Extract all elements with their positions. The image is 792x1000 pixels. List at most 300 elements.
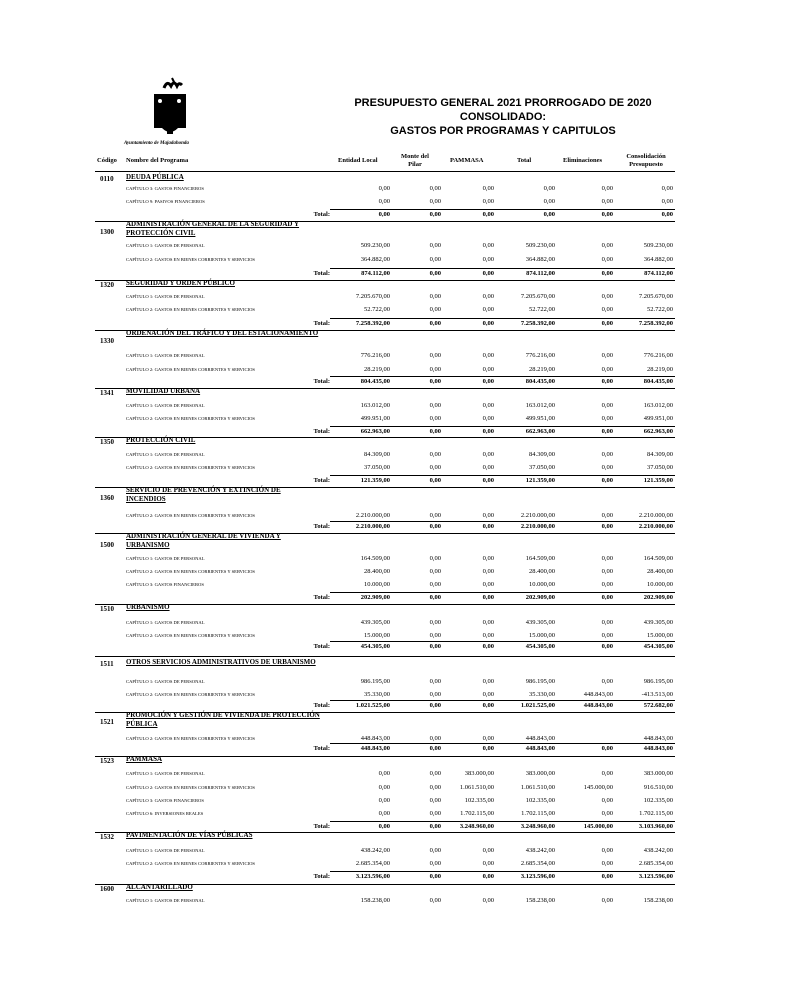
amount-cell: 0,00 <box>482 306 494 313</box>
total-rule <box>330 376 675 377</box>
amount-cell: 1.021.525,00 <box>355 702 390 709</box>
amount-cell: 383.000,00 <box>643 770 673 777</box>
amount-cell: 0,00 <box>482 702 494 709</box>
amount-cell: 0,00 <box>482 270 494 277</box>
amount-cell: 776.216,00 <box>360 352 390 359</box>
amount-cell: 0,00 <box>429 860 441 867</box>
amount-cell: 0,00 <box>429 242 441 249</box>
amount-cell: 7.258.392,00 <box>355 320 390 327</box>
amount-cell: 0,00 <box>429 847 441 854</box>
amount-cell: 15.000,00 <box>364 632 390 639</box>
amount-cell: 0,00 <box>429 512 441 519</box>
amount-cell: 0,00 <box>429 702 441 709</box>
program-code: 1320 <box>100 281 114 289</box>
amount-cell: 28.400,00 <box>529 568 555 575</box>
amount-cell: 0,00 <box>601 745 613 752</box>
amount-cell: 804.435,00 <box>643 378 673 385</box>
amount-cell: 15.000,00 <box>529 632 555 639</box>
total-label: Total: <box>313 211 330 218</box>
program-code: 1532 <box>100 833 114 841</box>
amount-cell: 0,00 <box>429 678 441 685</box>
amount-cell: 662.963,00 <box>643 428 673 435</box>
amount-cell: 0,00 <box>601 464 613 471</box>
program-name: MOVILIDAD URBANA <box>126 387 201 395</box>
amount-cell: 804.435,00 <box>525 378 555 385</box>
program-code: 1330 <box>100 337 114 345</box>
amount-cell: 0,00 <box>601 415 613 422</box>
total-rule <box>330 426 675 427</box>
amount-cell: 0,00 <box>601 568 613 575</box>
program-code: 1350 <box>100 438 114 446</box>
amount-cell: 2.685.354,00 <box>520 860 555 867</box>
chapter-label: CAPÍTULO 6: INVERSIONES REALES <box>126 811 204 816</box>
amount-cell: 0,00 <box>482 632 494 639</box>
amount-cell: 163.012,00 <box>643 402 673 409</box>
total-label: Total: <box>313 270 330 277</box>
program-code: 1523 <box>100 757 114 765</box>
amount-cell: 0,00 <box>601 512 613 519</box>
amount-cell: 448.843,00 <box>525 735 555 742</box>
chapter-label: CAPÍTULO 9: PASIVOS FINANCIEROS <box>126 199 205 204</box>
amount-cell: 2.210.000,00 <box>520 512 555 519</box>
amount-cell: 0,00 <box>482 464 494 471</box>
chapter-label: CAPÍTULO 1: GASTOS DE PERSONAL <box>126 353 205 358</box>
amount-cell: 448.843,00 <box>583 702 613 709</box>
amount-cell: 439.305,00 <box>525 619 555 626</box>
amount-cell: 1.061.510,00 <box>459 784 494 791</box>
amount-cell: 0,00 <box>482 523 494 530</box>
amount-cell: 10.000,00 <box>364 581 390 588</box>
amount-cell: 102.335,00 <box>464 797 494 804</box>
amount-cell: 662.963,00 <box>525 428 555 435</box>
amount-cell: 0,00 <box>429 270 441 277</box>
program-name: SERVICIO DE PREVENCIÓN Y EXTINCIÓN DE INCENDIOS <box>126 486 281 503</box>
municipal-crest-logo <box>150 76 190 136</box>
amount-cell: 0,00 <box>543 198 555 205</box>
chapter-label: CAPÍTULO 1: GASTOS DE PERSONAL <box>126 294 205 299</box>
total-rule <box>330 641 675 642</box>
amount-cell: 158.238,00 <box>643 897 673 904</box>
total-label: Total: <box>313 745 330 752</box>
amount-cell: 448.843,00 <box>360 745 390 752</box>
chapter-label: CAPÍTULO 2: GASTOS EN BIENES CORRIENTES Y SERVICIOS <box>126 465 255 470</box>
amount-cell: 0,00 <box>482 581 494 588</box>
total-label: Total: <box>313 477 330 484</box>
amount-cell: 2.685.354,00 <box>355 860 390 867</box>
amount-cell: 0,00 <box>429 306 441 313</box>
total-rule <box>330 700 675 701</box>
chapter-label: CAPÍTULO 2: GASTOS EN BIENES CORRIENTES Y SERVICIOS <box>126 569 255 574</box>
amount-cell: 28.400,00 <box>364 568 390 575</box>
chapter-label: CAPÍTULO 3: GASTOS FINANCIEROS <box>126 798 204 803</box>
amount-cell: 0,00 <box>429 691 441 698</box>
amount-cell: 7.258.392,00 <box>638 320 673 327</box>
amount-cell: 499.951,00 <box>360 415 390 422</box>
amount-cell: 0,00 <box>429 366 441 373</box>
amount-cell: 572.682,00 <box>643 702 673 709</box>
amount-cell: 0,00 <box>429 378 441 385</box>
report-title: PRESUPUESTO GENERAL 2021 PRORROGADO DE 2020 <box>354 97 652 109</box>
report-subtitle: CONSOLIDADO: <box>459 111 547 123</box>
amount-cell: 499.951,00 <box>643 415 673 422</box>
amount-cell: 0,00 <box>429 415 441 422</box>
chapter-label: CAPÍTULO 2: GASTOS EN BIENES CORRIENTES Y SERVICIOS <box>126 861 255 866</box>
total-label: Total: <box>313 873 330 880</box>
program-name: OTROS SERVICIOS ADMINISTRATIVOS DE URBANISMO <box>126 658 316 666</box>
col-header-entidad: Entidad Local <box>338 157 378 164</box>
amount-cell: 35.330,00 <box>364 691 390 698</box>
amount-cell: 1.702.115,00 <box>521 810 555 817</box>
amount-cell: 0,00 <box>429 632 441 639</box>
chapter-label: CAPÍTULO 2: GASTOS EN BIENES CORRIENTES Y SERVICIOS <box>126 257 255 262</box>
amount-cell: 986.195,00 <box>643 678 673 685</box>
amount-cell: 0,00 <box>601 643 613 650</box>
amount-cell: 438.242,00 <box>643 847 673 854</box>
amount-cell: 0,00 <box>601 428 613 435</box>
amount-cell: 15.000,00 <box>647 632 673 639</box>
total-label: Total: <box>313 702 330 709</box>
amount-cell: 37.050,00 <box>364 464 390 471</box>
amount-cell: 0,00 <box>429 211 441 218</box>
total-label: Total: <box>313 320 330 327</box>
amount-cell: 84.309,00 <box>647 451 673 458</box>
total-rule <box>330 871 675 872</box>
amount-cell: 0,00 <box>482 847 494 854</box>
amount-cell: 145.000,00 <box>583 784 613 791</box>
amount-cell: 0,00 <box>429 256 441 263</box>
amount-cell: 0,00 <box>482 415 494 422</box>
total-rule <box>330 475 675 476</box>
amount-cell: 202.909,00 <box>360 594 390 601</box>
amount-cell: 0,00 <box>601 402 613 409</box>
col-header-nombre: Nombre del Programa <box>126 157 189 164</box>
chapter-label: CAPÍTULO 2: GASTOS EN BIENES CORRIENTES Y SERVICIOS <box>126 692 255 697</box>
amount-cell: 0,00 <box>601 770 613 777</box>
col-header-total: Total <box>517 157 532 164</box>
amount-cell: 0,00 <box>601 242 613 249</box>
program-name: ALCANTARILLADO <box>126 883 193 891</box>
amount-cell: 0,00 <box>601 293 613 300</box>
amount-cell: 874.112,00 <box>526 270 555 277</box>
amount-cell: 0,00 <box>661 185 673 192</box>
program-code: 1341 <box>100 389 114 397</box>
amount-cell: 776.216,00 <box>643 352 673 359</box>
amount-cell: 364.882,00 <box>360 256 390 263</box>
amount-cell: 37.050,00 <box>647 464 673 471</box>
amount-cell: 0,00 <box>482 873 494 880</box>
amount-cell: 2.210.000,00 <box>355 523 390 530</box>
amount-cell: 0,00 <box>482 477 494 484</box>
amount-cell: 3.248.960,00 <box>520 823 555 830</box>
amount-cell: 0,00 <box>482 619 494 626</box>
amount-cell: 7.258.392,00 <box>520 320 555 327</box>
amount-cell: 0,00 <box>543 211 555 218</box>
amount-cell: 7.205.670,00 <box>638 293 673 300</box>
chapter-label: CAPÍTULO 2: GASTOS EN BIENES CORRIENTES Y SERVICIOS <box>126 736 255 741</box>
amount-cell: 0,00 <box>429 619 441 626</box>
amount-cell: 121.359,00 <box>360 477 390 484</box>
amount-cell: 158.238,00 <box>525 897 555 904</box>
chapter-label: CAPÍTULO 2: GASTOS EN BIENES CORRIENTES Y SERVICIOS <box>126 785 255 790</box>
program-name: PAVIMENTACIÓN DE VÍAS PÚBLICAS <box>126 831 253 839</box>
amount-cell: 0,00 <box>482 860 494 867</box>
amount-cell: 0,00 <box>601 211 613 218</box>
program-name: SEGURIDAD Y ORDEN PÚBLICO <box>126 279 235 287</box>
amount-cell: 0,00 <box>543 185 555 192</box>
amount-cell: 0,00 <box>482 185 494 192</box>
program-code: 1521 <box>100 718 114 726</box>
amount-cell: 0,00 <box>429 320 441 327</box>
col-header-codigo: Código <box>97 157 117 164</box>
amount-cell: 0,00 <box>378 211 390 218</box>
program-name: DEUDA PÚBLICA <box>126 173 184 181</box>
amount-cell: 0,00 <box>429 555 441 562</box>
amount-cell: 10.000,00 <box>647 581 673 588</box>
amount-cell: 0,00 <box>482 352 494 359</box>
amount-cell: 383.000,00 <box>525 770 555 777</box>
amount-cell: 0,00 <box>482 594 494 601</box>
amount-cell: 121.359,00 <box>643 477 673 484</box>
amount-cell: 0,00 <box>482 242 494 249</box>
amount-cell: 454.305,00 <box>525 643 555 650</box>
amount-cell: 0,00 <box>429 897 441 904</box>
amount-cell: 3.123.596,00 <box>638 873 673 880</box>
amount-cell: 776.216,00 <box>525 352 555 359</box>
amount-cell: 0,00 <box>429 810 441 817</box>
amount-cell: 0,00 <box>378 770 390 777</box>
amount-cell: 163.012,00 <box>525 402 555 409</box>
amount-cell: 52.722,00 <box>364 306 390 313</box>
amount-cell: 0,00 <box>601 477 613 484</box>
amount-cell: 0,00 <box>378 797 390 804</box>
amount-cell: 0,00 <box>482 256 494 263</box>
amount-cell: 1.702.115,00 <box>639 810 673 817</box>
amount-cell: 2.210.000,00 <box>638 512 673 519</box>
amount-cell: 804.435,00 <box>360 378 390 385</box>
program-name: ADMINISTRACIÓN GENERAL DE LA SEGURIDAD Y PROTECCIÓN CIVIL <box>126 220 300 237</box>
amount-cell: 0,00 <box>429 198 441 205</box>
amount-cell: 986.195,00 <box>360 678 390 685</box>
amount-cell: 28.400,00 <box>647 568 673 575</box>
amount-cell: 0,00 <box>378 784 390 791</box>
amount-cell: 0,00 <box>601 378 613 385</box>
amount-cell: 0,00 <box>378 810 390 817</box>
amount-cell: 0,00 <box>429 428 441 435</box>
amount-cell: 662.963,00 <box>360 428 390 435</box>
total-rule <box>330 521 675 522</box>
amount-cell: 0,00 <box>482 402 494 409</box>
amount-cell: 0,00 <box>482 378 494 385</box>
amount-cell: 158.238,00 <box>360 897 390 904</box>
amount-cell: 0,00 <box>429 185 441 192</box>
chapter-label: CAPÍTULO 2: GASTOS EN BIENES CORRIENTES Y SERVICIOS <box>126 513 255 518</box>
amount-cell: 874.112,00 <box>361 270 390 277</box>
chapter-label: CAPÍTULO 1: GASTOS DE PERSONAL <box>126 898 205 903</box>
program-name: PROMOCIÓN Y GESTIÓN DE VIVIENDA DE PROTECCIÓN PÚBLICA <box>126 711 320 728</box>
report-section-title: GASTOS POR PROGRAMAS Y CAPITULOS <box>390 125 616 137</box>
amount-cell: 0,00 <box>661 198 673 205</box>
total-label: Total: <box>313 523 330 530</box>
amount-cell: 102.335,00 <box>525 797 555 804</box>
amount-cell: 0,00 <box>429 643 441 650</box>
amount-cell: 509.230,00 <box>360 242 390 249</box>
amount-cell: 0,00 <box>601 797 613 804</box>
amount-cell: 28.219,00 <box>529 366 555 373</box>
amount-cell: 448.843,00 <box>583 691 613 698</box>
amount-cell: 102.335,00 <box>643 797 673 804</box>
amount-cell: 0,00 <box>429 797 441 804</box>
amount-cell: 0,00 <box>482 198 494 205</box>
amount-cell: 0,00 <box>601 352 613 359</box>
amount-cell: 448.843,00 <box>643 745 673 752</box>
amount-cell: 0,00 <box>601 619 613 626</box>
amount-cell: 0,00 <box>429 464 441 471</box>
chapter-label: CAPÍTULO 2: GASTOS EN BIENES CORRIENTES Y SERVICIOS <box>126 416 255 421</box>
program-name: PAMMASA <box>126 755 163 763</box>
amount-cell: 0,00 <box>429 823 441 830</box>
amount-cell: 202.909,00 <box>643 594 673 601</box>
amount-cell: 438.242,00 <box>525 847 555 854</box>
amount-cell: 0,00 <box>429 735 441 742</box>
program-code: 1511 <box>100 660 114 668</box>
amount-cell: 0,00 <box>378 185 390 192</box>
amount-cell: 986.195,00 <box>525 678 555 685</box>
amount-cell: -413.513,00 <box>641 691 673 698</box>
amount-cell: 28.219,00 <box>647 366 673 373</box>
chapter-label: CAPÍTULO 1: GASTOS DE PERSONAL <box>126 848 205 853</box>
amount-cell: 916.510,00 <box>643 784 673 791</box>
amount-cell: 0,00 <box>601 632 613 639</box>
amount-cell: 0,00 <box>601 451 613 458</box>
total-rule <box>330 318 675 319</box>
amount-cell: 0,00 <box>482 691 494 698</box>
chapter-label: CAPÍTULO 1: GASTOS DE PERSONAL <box>126 556 205 561</box>
amount-cell: 7.205.670,00 <box>355 293 390 300</box>
amount-cell: 0,00 <box>601 320 613 327</box>
amount-cell: 52.722,00 <box>529 306 555 313</box>
program-code: 0110 <box>100 175 114 183</box>
amount-cell: 0,00 <box>601 581 613 588</box>
total-label: Total: <box>313 378 330 385</box>
organization-name: Ayuntamiento de Majadahonda <box>124 141 189 146</box>
total-label: Total: <box>313 643 330 650</box>
amount-cell: 0,00 <box>429 352 441 359</box>
amount-cell: 163.012,00 <box>360 402 390 409</box>
amount-cell: 0,00 <box>429 293 441 300</box>
amount-cell: 0,00 <box>429 784 441 791</box>
amount-cell: 1.061.510,00 <box>520 784 555 791</box>
amount-cell: 0,00 <box>429 594 441 601</box>
amount-cell: 0,00 <box>482 897 494 904</box>
program-name: PROTECCIÓN CIVIL <box>126 436 196 444</box>
amount-cell: 364.882,00 <box>643 256 673 263</box>
amount-cell: 0,00 <box>482 512 494 519</box>
amount-cell: 383.000,00 <box>464 770 494 777</box>
amount-cell: 454.305,00 <box>643 643 673 650</box>
amount-cell: 448.843,00 <box>643 735 673 742</box>
chapter-label: CAPÍTULO 1: GASTOS DE PERSONAL <box>126 620 205 625</box>
total-label: Total: <box>313 594 330 601</box>
program-code: 1510 <box>100 605 114 613</box>
program-code: 1300 <box>100 228 114 236</box>
header-rule <box>95 171 675 172</box>
amount-cell: 0,00 <box>378 198 390 205</box>
total-label: Total: <box>313 428 330 435</box>
amount-cell: 0,00 <box>601 185 613 192</box>
col-header-consolidacion: Consolidación Presupuesto <box>626 153 666 168</box>
amount-cell: 0,00 <box>482 568 494 575</box>
amount-cell: 0,00 <box>482 428 494 435</box>
amount-cell: 439.305,00 <box>643 619 673 626</box>
amount-cell: 0,00 <box>601 594 613 601</box>
program-name: URBANISMO <box>126 603 170 611</box>
amount-cell: 0,00 <box>661 211 673 218</box>
program-code: 1600 <box>100 885 114 893</box>
amount-cell: 0,00 <box>601 270 613 277</box>
chapter-label: CAPÍTULO 1: GASTOS DE PERSONAL <box>126 243 205 248</box>
amount-cell: 0,00 <box>601 366 613 373</box>
amount-cell: 439.305,00 <box>360 619 390 626</box>
amount-cell: 2.210.000,00 <box>355 512 390 519</box>
amount-cell: 0,00 <box>482 366 494 373</box>
amount-cell: 0,00 <box>482 555 494 562</box>
amount-cell: 509.230,00 <box>643 242 673 249</box>
amount-cell: 0,00 <box>482 293 494 300</box>
total-rule <box>330 592 675 593</box>
amount-cell: 0,00 <box>601 810 613 817</box>
amount-cell: 121.359,00 <box>525 477 555 484</box>
amount-cell: 0,00 <box>601 860 613 867</box>
amount-cell: 0,00 <box>429 451 441 458</box>
amount-cell: 0,00 <box>601 873 613 880</box>
amount-cell: 0,00 <box>601 897 613 904</box>
amount-cell: 52.722,00 <box>647 306 673 313</box>
amount-cell: 145.000,00 <box>583 823 613 830</box>
chapter-label: CAPÍTULO 1: GASTOS DE PERSONAL <box>126 403 205 408</box>
amount-cell: 3.248.960,00 <box>459 823 494 830</box>
amount-cell: 164.509,00 <box>525 555 555 562</box>
total-rule <box>330 743 675 744</box>
amount-cell: 7.205.670,00 <box>520 293 555 300</box>
amount-cell: 448.843,00 <box>360 735 390 742</box>
amount-cell: 0,00 <box>482 735 494 742</box>
amount-cell: 0,00 <box>601 306 613 313</box>
amount-cell: 0,00 <box>601 256 613 263</box>
amount-cell: 0,00 <box>482 745 494 752</box>
col-header-eliminaciones: Eliminaciones <box>563 157 603 164</box>
amount-cell: 0,00 <box>378 823 390 830</box>
chapter-label: CAPÍTULO 3: GASTOS FINANCIEROS <box>126 186 204 191</box>
amount-cell: 28.219,00 <box>364 366 390 373</box>
total-rule <box>330 209 675 210</box>
amount-cell: 37.050,00 <box>529 464 555 471</box>
total-rule <box>330 268 675 269</box>
amount-cell: 874.112,00 <box>644 270 673 277</box>
amount-cell: 0,00 <box>429 402 441 409</box>
amount-cell: 0,00 <box>429 581 441 588</box>
amount-cell: 0,00 <box>482 643 494 650</box>
chapter-label: CAPÍTULO 2: GASTOS EN BIENES CORRIENTES Y SERVICIOS <box>126 633 255 638</box>
amount-cell: 3.123.596,00 <box>520 873 555 880</box>
amount-cell: 84.309,00 <box>529 451 555 458</box>
amount-cell: 1.021.525,00 <box>520 702 555 709</box>
program-name: ORDENACIÓN DEL TRÁFICO Y DEL ESTACIONAMIENTO <box>126 329 319 337</box>
amount-cell: 448.843,00 <box>525 745 555 752</box>
chapter-label: CAPÍTULO 2: GASTOS EN BIENES CORRIENTES Y SERVICIOS <box>126 307 255 312</box>
amount-cell: 0,00 <box>429 873 441 880</box>
chapter-label: CAPÍTULO 1: GASTOS DE PERSONAL <box>126 771 205 776</box>
chapter-label: CAPÍTULO 3: GASTOS FINANCIEROS <box>126 582 204 587</box>
